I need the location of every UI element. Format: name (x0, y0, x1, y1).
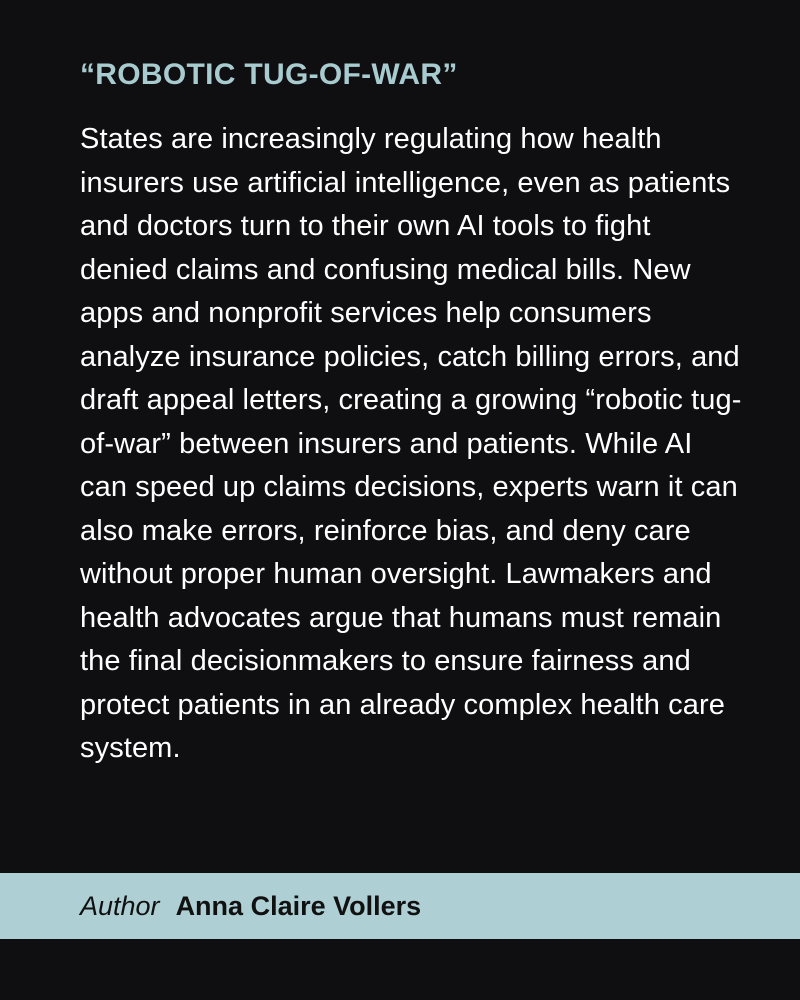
article-headline: “ROBOTIC TUG-OF-WAR” (80, 58, 458, 91)
author-bar (0, 873, 800, 939)
article-body: States are increasingly regulating how health insurers use artificial intelligence, even as patients and doctors turn to their own AI tools to fight denied claims and confusing medical bills. New apps and nonprofit services help consumers analyze insurance policies, catch billing errors, and draft appeal letters, creating a growing “robotic tug-of-war” between insurers and patients. While AI can speed up claims decisions, experts warn it can also make errors, reinforce bias, and deny care without proper human oversight. Lawmakers and health advocates argue that humans must remain the final decisionmakers to ensure fairness and protect patients in an already complex health care system. (80, 123, 742, 764)
author-label: Author (80, 890, 160, 921)
author-name: Anna Claire Vollers (175, 890, 422, 921)
